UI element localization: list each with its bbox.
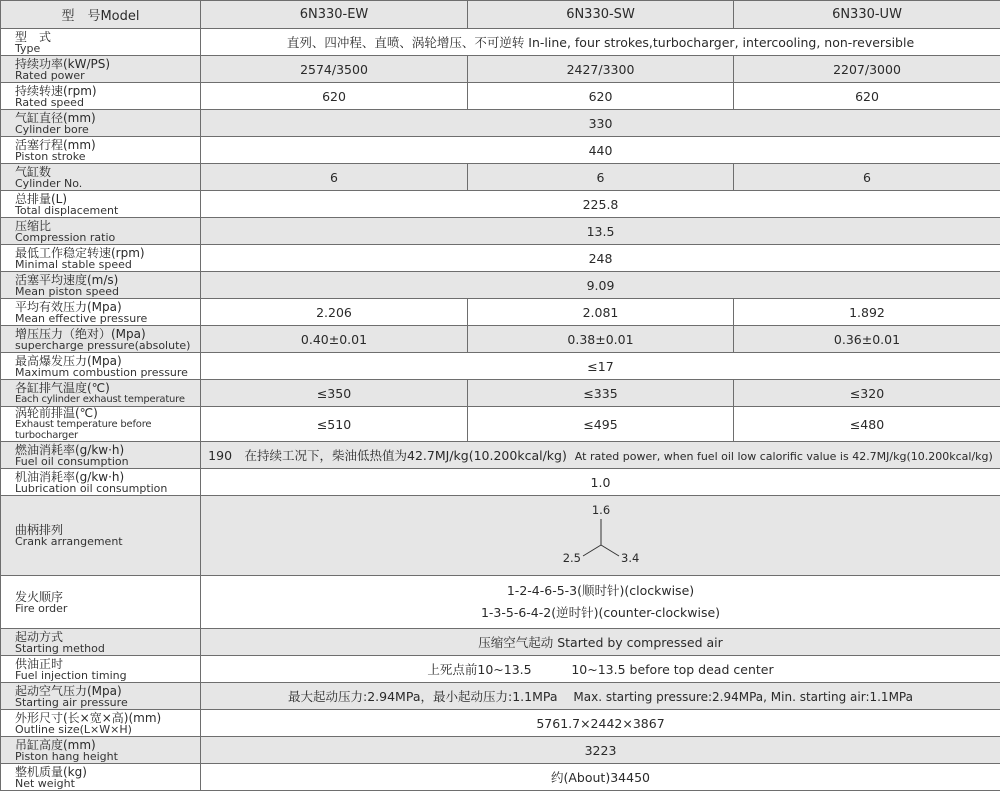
value xyxy=(201,442,1000,469)
model-col-1: 6N330-EW xyxy=(201,1,468,29)
label-en: Maximum combustion pressure xyxy=(15,365,188,379)
row-exhaust-temperature xyxy=(1,380,1000,407)
label-zh: 外形尺寸(长×宽×高)(mm) xyxy=(15,710,162,725)
value-1: ≤350 xyxy=(201,380,468,407)
value xyxy=(201,656,1000,683)
crank-diagram-cell xyxy=(201,496,1000,576)
label-zh: 最高爆发压力(Mpa) xyxy=(15,353,122,368)
value: 330 xyxy=(201,110,1000,137)
label-en: Each cylinder exhaust temperature xyxy=(15,393,185,405)
crank-line-left xyxy=(583,545,601,556)
value-2: 6 xyxy=(468,164,734,191)
value-en: Max. starting pressure:2.94MPa, Min. starting air:1.1MPa xyxy=(573,690,913,704)
fire-order-clockwise: 1-2-4-6-5-3(顺时针)(clockwise) xyxy=(506,583,695,598)
value-3: 2207/3000 xyxy=(734,56,1000,83)
label-en: Total displacement xyxy=(15,203,119,217)
header-row xyxy=(1,1,1000,29)
value xyxy=(201,683,1000,710)
label-en: Fire order xyxy=(15,601,68,615)
label-en: Rated power xyxy=(15,68,85,82)
row-rated-speed xyxy=(1,83,1000,110)
row-rated-power xyxy=(1,56,1000,83)
label-en: Starting air pressure xyxy=(15,695,128,709)
label-en: Minimal stable speed xyxy=(15,257,132,271)
value-1: 0.40±0.01 xyxy=(201,326,468,353)
value: 直列、四冲程、直喷、涡轮增压、不可逆转 In-line, four strokes,turbocharger, intercooling, non-reversible xyxy=(201,29,1000,56)
label-zh: 持续转速(rpm) xyxy=(15,83,97,98)
label-en: Fuel oil consumption xyxy=(15,454,129,468)
value-1: 2574/3500 xyxy=(201,56,468,83)
label-en: Piston stroke xyxy=(15,149,86,163)
value xyxy=(201,576,1000,629)
model-col-2: 6N330-SW xyxy=(468,1,734,29)
label-en: Exhaust temperature before turbocharger xyxy=(15,419,152,441)
label-zh: 发火顺序 xyxy=(15,589,64,604)
label-en: Cylinder No. xyxy=(15,176,83,190)
label-en: supercharge pressure(absolute) xyxy=(15,338,191,352)
value-1: 6 xyxy=(201,164,468,191)
label-zh: 活塞行程(mm) xyxy=(15,137,96,152)
row-cylinder-bore xyxy=(1,110,1000,137)
fire-order-counter-clockwise: 1-3-5-6-4-2(逆时针)(counter-clockwise) xyxy=(480,605,721,620)
value: 9.09 xyxy=(201,272,1000,299)
row-piston-stroke xyxy=(1,137,1000,164)
row-outline-size xyxy=(1,710,1000,737)
label-zh: 活塞平均速度(m/s) xyxy=(15,272,119,287)
label-zh: 持续功率(kW/PS) xyxy=(15,56,111,71)
label-zh: 曲柄排列 xyxy=(15,523,64,537)
row-fuel-consumption xyxy=(1,442,1000,469)
row-cylinder-no xyxy=(1,164,1000,191)
label-zh: 最低工作稳定转速(rpm) xyxy=(15,245,145,260)
row-piston-hang-height xyxy=(1,737,1000,764)
label-en: Crank arrangement xyxy=(15,535,123,548)
value-2: 620 xyxy=(468,83,734,110)
value-3: 620 xyxy=(734,83,1000,110)
row-fire-order xyxy=(1,576,1000,629)
label-zh: 整机质量(kg) xyxy=(15,764,87,779)
crank-label-top: 1.6 xyxy=(591,502,610,517)
row-displacement xyxy=(1,191,1000,218)
label-en: Net weight xyxy=(15,776,75,790)
crank-line-right xyxy=(601,545,619,556)
label-zh: 供油正时 xyxy=(15,656,64,671)
label-zh: 涡轮前排温(℃) xyxy=(15,406,98,420)
label-zh: 平均有效压力(Mpa) xyxy=(15,299,122,314)
row-type xyxy=(1,29,1000,56)
value-1: ≤510 xyxy=(201,407,468,442)
value-1: 620 xyxy=(201,83,468,110)
value-zh: 上死点前10~13.5 xyxy=(427,662,532,677)
value-2: 0.38±0.01 xyxy=(468,326,734,353)
row-net-weight xyxy=(1,764,1000,791)
label-zh: 型 式 xyxy=(15,29,52,44)
value-zh: 190 在持续工况下，柴油低热值为42.7MJ/kg(10.200kcal/kg) xyxy=(208,448,567,463)
label-zh: 吊缸高度(mm) xyxy=(15,737,96,752)
value: 1.0 xyxy=(201,469,1000,496)
label-zh: 压缩比 xyxy=(15,218,52,233)
row-starting-air-pressure xyxy=(1,683,1000,710)
model-col-3: 6N330-UW xyxy=(734,1,1000,29)
label-en: Starting method xyxy=(15,641,105,655)
label-zh: 起动方式 xyxy=(15,629,64,644)
value-3: 1.892 xyxy=(734,299,1000,326)
value-en: At rated power, when fuel oil low calorific value is 42.7MJ/kg(10.200kcal/kg) xyxy=(574,450,993,463)
label-en: Mean piston speed xyxy=(15,284,119,298)
value-2: 2.081 xyxy=(468,299,734,326)
value-zh: 最大起动压力:2.94MPa，最小起动压力:1.1MPa xyxy=(288,689,558,704)
row-lube-consumption xyxy=(1,469,1000,496)
row-supercharge-pressure xyxy=(1,326,1000,353)
value: 248 xyxy=(201,245,1000,272)
value-2: 2427/3300 xyxy=(468,56,734,83)
label-zh: 起动空气压力(Mpa) xyxy=(15,683,122,698)
label-en: Compression ratio xyxy=(15,230,116,244)
row-mean-effective-pressure xyxy=(1,299,1000,326)
label-zh: 气缸直径(mm) xyxy=(15,110,96,125)
crank-label-left: 2.5 xyxy=(562,550,581,565)
label-zh: 机油消耗率(g/kw·h) xyxy=(15,469,125,484)
label-zh: 增压压力（绝对）(Mpa) xyxy=(15,326,146,341)
value: 约(About)34450 xyxy=(201,764,1000,791)
value: 3223 xyxy=(201,737,1000,764)
row-min-speed xyxy=(1,245,1000,272)
value: 225.8 xyxy=(201,191,1000,218)
label-en: Mean effective pressure xyxy=(15,311,148,325)
row-max-combustion-pressure xyxy=(1,353,1000,380)
label-zh: 气缸数 xyxy=(15,164,52,179)
value-3: ≤320 xyxy=(734,380,1000,407)
value: 440 xyxy=(201,137,1000,164)
label-en: Piston hang height xyxy=(15,749,118,763)
row-injection-timing xyxy=(1,656,1000,683)
label-en: Cylinder bore xyxy=(15,122,89,136)
label-zh: 各缸排气温度(℃) xyxy=(15,380,110,395)
value: 5761.7×2442×3867 xyxy=(201,710,1000,737)
value-3: 0.36±0.01 xyxy=(734,326,1000,353)
value-3: ≤480 xyxy=(734,407,1000,442)
label-en: Type xyxy=(15,41,41,55)
value: 13.5 xyxy=(201,218,1000,245)
value-1: 2.206 xyxy=(201,299,468,326)
label-zh: 总排量(L) xyxy=(15,191,68,206)
value: 压缩空气起动 Started by compressed air xyxy=(201,629,1000,656)
label-en: Fuel injection timing xyxy=(15,668,127,682)
label-en: Outline size(L×W×H) xyxy=(15,722,132,736)
model-label: 型 号Model xyxy=(1,1,201,29)
value-2: ≤495 xyxy=(468,407,734,442)
row-crank-arrangement xyxy=(1,496,1000,576)
label-en: Lubrication oil consumption xyxy=(15,481,168,495)
value-2: ≤335 xyxy=(468,380,734,407)
row-turbo-exhaust-temperature xyxy=(1,407,1000,442)
label-zh: 燃油消耗率(g/kw·h) xyxy=(15,442,125,457)
value-en: 10~13.5 before top dead center xyxy=(571,662,774,677)
label-en: Rated speed xyxy=(15,95,84,109)
row-starting-method xyxy=(1,629,1000,656)
crank-diagram xyxy=(541,501,661,571)
value: ≤17 xyxy=(201,353,1000,380)
crank-label-right: 3.4 xyxy=(620,550,639,565)
row-compression-ratio xyxy=(1,218,1000,245)
row-piston-speed xyxy=(1,272,1000,299)
value-3: 6 xyxy=(734,164,1000,191)
